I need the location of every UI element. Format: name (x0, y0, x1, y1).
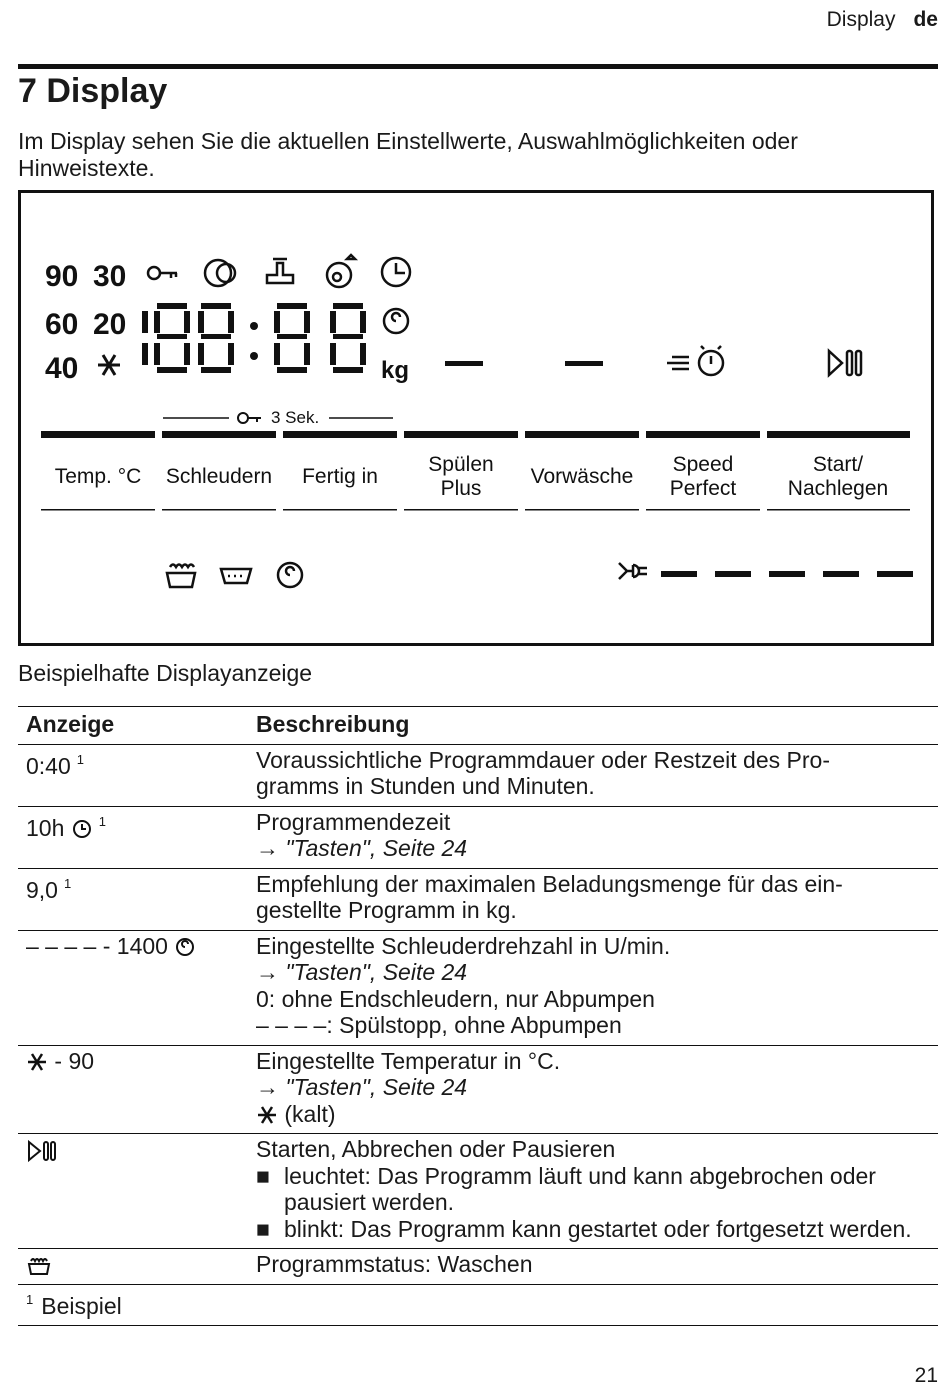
wash-status-icon (26, 1255, 52, 1277)
footnote-marker: 1 (63, 875, 72, 891)
snowflake-icon (256, 1104, 278, 1126)
description: Voraussichtliche Programmdauer oder Restzeit des Pro- gramms in Stunden und Minuten. (248, 744, 938, 806)
description: Eingestellte Schleuderdrehzahl in U/min. (256, 932, 671, 959)
intro-text: Im Display sehen Sie die aktuellen Einstellwerte, Auswahlmöglichkeiten oder Hinweistexte. (18, 128, 798, 181)
button-underlines (41, 509, 910, 511)
description: Eingestellte Temperatur in °C. (256, 1047, 561, 1074)
display-value: 0:40 (26, 752, 71, 779)
bullet-item: ■ leuchtet: Das Programm läuft und kann abgebrochen oder pausiert werden. (256, 1162, 876, 1215)
footnote-marker: 1 (98, 813, 106, 829)
page-reference[interactable]: → "Tasten", Seite 24 (256, 1074, 468, 1100)
speed-perfect-icon (667, 346, 723, 375)
button-vorwaesche[interactable]: Vorwäsche (530, 465, 634, 488)
spin-icon (384, 309, 408, 333)
footnote-text: Beispiel (41, 1292, 122, 1319)
display-diagram-svg (21, 193, 931, 643)
dash-spuelen (445, 361, 483, 366)
spin-icon (174, 936, 196, 958)
temp-60: 60 (45, 308, 79, 341)
clock-icon (71, 818, 93, 840)
table-row (18, 1134, 938, 1249)
status-dashes (661, 571, 913, 577)
snowflake-icon (98, 355, 120, 375)
table-header (18, 707, 938, 745)
kg-label: kg (381, 357, 410, 384)
page-reference[interactable]: → "Tasten", Seite 24 (256, 959, 468, 985)
button-spuelen-line2[interactable]: Plus (440, 477, 482, 500)
speed-drum-icon (327, 255, 355, 287)
hold-key-icon (238, 413, 261, 423)
button-temp[interactable]: Temp. °C (54, 465, 142, 488)
page-number: 21 (914, 1364, 938, 1387)
description: Programmendezeit (256, 808, 451, 835)
button-speed-line2[interactable]: Perfect (669, 477, 737, 500)
col-beschreibung: Beschreibung (248, 707, 938, 745)
description: Programmstatus: Waschen (248, 1249, 938, 1285)
dash-vorwaesche (565, 361, 603, 366)
page-reference[interactable]: → "Tasten", Seite 24 (256, 835, 468, 861)
temp-30: 30 (93, 260, 127, 293)
table-row (18, 744, 938, 806)
table-row (18, 930, 938, 1045)
col-anzeige: Anzeige (18, 707, 248, 745)
page-title: 7 Display (18, 72, 168, 110)
key-icon (148, 267, 177, 279)
display-diagram (18, 190, 934, 646)
description: Empfehlung der maximalen Beladungsmenge für das ein- gestellte Programm in kg. (248, 868, 938, 930)
header-section: Display (826, 8, 896, 31)
description: Starten, Abbrechen oder Pausieren (256, 1136, 616, 1162)
plug-icon (619, 563, 647, 579)
button-start-line2[interactable]: Nachlegen (787, 477, 889, 500)
display-value: 9,0 (26, 876, 58, 903)
display-value: – – – – - 1400 (26, 932, 168, 959)
button-schleudern[interactable]: Schleudern (165, 465, 273, 488)
start-pause-icon (26, 1139, 60, 1163)
display-table (18, 706, 938, 1326)
footnote-row (18, 1284, 938, 1326)
running-header (827, 8, 938, 32)
footnote-marker: 1 (76, 751, 84, 767)
display-value: 10h (26, 814, 65, 841)
time-display (142, 303, 366, 373)
table-row (18, 806, 938, 868)
temp-40: 40 (45, 352, 79, 385)
prewash-icon (205, 260, 235, 286)
bullet-item: ■ blinkt: Das Programm kann gestartet oder fortgesetzt werden. (256, 1215, 912, 1242)
hold-label: 3 Sek. (271, 408, 320, 427)
display-value: - 90 (54, 1047, 95, 1074)
description-extra: (kalt) (284, 1100, 336, 1127)
description-extra: 0: ohne Endschleudern, nur Abpumpen (256, 985, 655, 1012)
table-row (18, 1249, 938, 1285)
temp-20: 20 (93, 308, 127, 341)
rinse-status-icon (221, 569, 251, 583)
button-start-line1[interactable]: Start/ (812, 453, 864, 476)
wash-status-icon (167, 565, 195, 588)
table-row (18, 1045, 938, 1134)
spin-status-icon (278, 563, 302, 587)
figure-caption: Beispielhafte Displayanzeige (18, 660, 313, 686)
footnote-number: 1 (26, 1291, 34, 1307)
snowflake-icon (26, 1051, 48, 1073)
button-bars (41, 431, 910, 438)
title-rule (18, 64, 938, 69)
button-speed-line1[interactable]: Speed (672, 453, 734, 476)
table-row (18, 868, 938, 930)
start-pause-icon (829, 351, 861, 375)
temp-90: 90 (45, 260, 79, 293)
description-extra: – – – –: Spülstopp, ohne Abpumpen (256, 1012, 622, 1038)
header-lang: de (913, 8, 938, 31)
clock-icon (382, 258, 410, 286)
button-spuelen-line1[interactable]: Spülen (428, 453, 494, 476)
button-fertig-in[interactable]: Fertig in (302, 465, 378, 488)
tap-icon (267, 259, 293, 283)
